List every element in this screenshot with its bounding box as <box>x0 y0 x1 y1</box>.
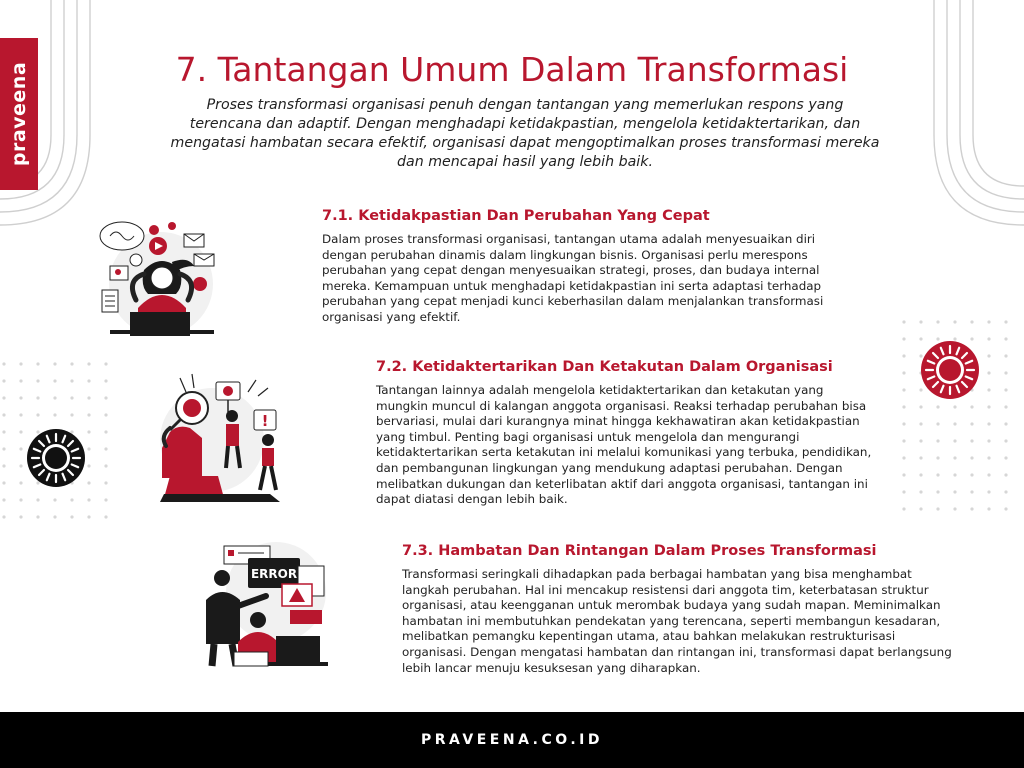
decor-dot <box>970 405 973 408</box>
decor-dot <box>919 507 922 510</box>
sun-ring-black <box>26 428 86 488</box>
decor-dot <box>953 473 956 476</box>
decor-dot <box>70 396 73 399</box>
decor-dot <box>902 405 905 408</box>
decor-dot <box>104 362 107 365</box>
decor-dot <box>36 396 39 399</box>
decor-dot <box>1004 507 1007 510</box>
footer-website: PRAVEENA.CO.ID <box>420 732 604 748</box>
decor-dot <box>987 320 990 323</box>
decor-dot <box>970 439 973 442</box>
decor-dot <box>919 422 922 425</box>
decor-dot <box>36 413 39 416</box>
decor-dot <box>19 379 22 382</box>
decor-dot <box>953 507 956 510</box>
decor-dot <box>1004 320 1007 323</box>
decor-dot <box>902 337 905 340</box>
decor-dot <box>19 430 22 433</box>
section-heading: 7.1. Ketidakpastian Dan Perubahan Yang Cepat <box>322 208 710 224</box>
decor-dot <box>70 379 73 382</box>
decor-dot <box>987 354 990 357</box>
decor-dot <box>19 481 22 484</box>
decor-dot <box>19 396 22 399</box>
decor-dot <box>919 456 922 459</box>
decor-dot <box>1004 371 1007 374</box>
decor-dot <box>19 515 22 518</box>
decor-dot <box>953 439 956 442</box>
decor-dot <box>104 515 107 518</box>
decor-dot <box>987 405 990 408</box>
decor-dot <box>87 413 90 416</box>
decor-dot <box>936 405 939 408</box>
decor-dot <box>987 473 990 476</box>
decor-dot <box>953 456 956 459</box>
decor-dot <box>987 439 990 442</box>
sun-ring-red <box>920 340 980 400</box>
decor-dot <box>53 515 56 518</box>
decor-dot <box>953 490 956 493</box>
decor-dot <box>87 481 90 484</box>
decor-dot <box>70 498 73 501</box>
illustration-obstacles <box>198 540 338 668</box>
decor-dot <box>970 422 973 425</box>
decor-dot <box>19 447 22 450</box>
decor-dot <box>2 498 5 501</box>
decor-dot <box>970 456 973 459</box>
decor-dot <box>902 422 905 425</box>
decor-dot <box>87 515 90 518</box>
decor-dot <box>104 481 107 484</box>
footer-bar <box>0 712 1024 768</box>
section-7-1 <box>322 208 862 326</box>
decor-dot <box>87 379 90 382</box>
decor-dot <box>936 507 939 510</box>
section-body: Transformasi seringkali dihadapkan pada berbagai hambatan yang bisa menghambat langkah perubahan. Hal ini mencakup resistensi dari anggota tim, keterbatasan struktur organisasi, atau keengganan untuk merombak budaya yang sudah mapan. Meminimalkan hambatan ini membutuhkan pendekatan yang terencana, seperti membangun kesadaran, melibatkan pemangku kepentingan utama, atau bahkan melakukan restrukturisasi organisasi. Dengan mengatasi hambatan dan rintangan ini, transformasi dapat berlangsung lebih lancar menuju kesuksesan yang diharapkan. <box>402 567 952 675</box>
decor-dot <box>2 481 5 484</box>
decor-dot <box>987 507 990 510</box>
decor-dot <box>919 473 922 476</box>
section-heading: 7.3. Hambatan Dan Rintangan Dalam Proses Transformasi <box>402 543 877 559</box>
decor-dot <box>1004 439 1007 442</box>
decor-dot <box>919 490 922 493</box>
illustration-fear <box>156 372 291 507</box>
decor-dot <box>970 473 973 476</box>
decor-dot <box>36 379 39 382</box>
section-7-3 <box>402 543 958 676</box>
decor-dot <box>70 413 73 416</box>
decor-dot <box>987 422 990 425</box>
decor-dot <box>19 498 22 501</box>
decor-dot <box>902 490 905 493</box>
decor-dot <box>1004 354 1007 357</box>
decor-dot <box>1004 337 1007 340</box>
decor-dot <box>2 413 5 416</box>
decor-dot <box>936 490 939 493</box>
decor-dot <box>1004 405 1007 408</box>
decor-dot <box>1004 473 1007 476</box>
decor-dot <box>87 362 90 365</box>
decor-dot <box>936 320 939 323</box>
decor-dot <box>2 447 5 450</box>
decor-dot <box>19 464 22 467</box>
decor-dot <box>970 320 973 323</box>
decor-dot <box>2 396 5 399</box>
decor-dot <box>53 362 56 365</box>
decor-dot <box>987 490 990 493</box>
decor-dot <box>936 439 939 442</box>
decor-dot <box>1004 388 1007 391</box>
decor-dot <box>53 379 56 382</box>
decor-dot <box>919 320 922 323</box>
decor-dot <box>936 422 939 425</box>
decor-dot <box>1004 456 1007 459</box>
decor-dot <box>902 388 905 391</box>
decor-dot <box>36 498 39 501</box>
decor-dot <box>104 430 107 433</box>
decor-dot <box>104 464 107 467</box>
decor-dot <box>2 362 5 365</box>
section-body: Dalam proses transformasi organisasi, tantangan utama adalah menyesuaikan diri dengan perubahan dinamis dalam lingkungan bisnis. Organisasi perlu merespons perubahan yang cepat dengan menyesuaikan strategi, proses, dan budaya internal mereka. Kemampuan untuk menghadapi ketidakpastian ini serta adaptasi terhadap perubahan yang cepat menjadi kunci keberhasilan dalam menjalankan transformasi organisasi yang efektif. <box>322 232 824 324</box>
decor-dot <box>104 498 107 501</box>
decor-dot <box>2 430 5 433</box>
decor-dot <box>953 422 956 425</box>
decor-dot <box>902 320 905 323</box>
decor-dot <box>87 396 90 399</box>
decor-dot <box>902 456 905 459</box>
svg-text:!: ! <box>261 412 269 430</box>
decor-dot <box>1004 422 1007 425</box>
decor-dot <box>36 515 39 518</box>
decor-dot <box>970 507 973 510</box>
decor-dot <box>919 405 922 408</box>
decor-dot <box>53 396 56 399</box>
decor-dot <box>70 515 73 518</box>
decor-dot <box>987 337 990 340</box>
decor-dot <box>902 371 905 374</box>
decor-dot <box>936 456 939 459</box>
decor-dot <box>87 464 90 467</box>
decor-dot <box>902 473 905 476</box>
decor-dot <box>987 456 990 459</box>
decor-dot <box>19 413 22 416</box>
decor-dot <box>53 413 56 416</box>
decor-dot <box>919 439 922 442</box>
decor-dot <box>902 507 905 510</box>
decor-dot <box>2 379 5 382</box>
decor-dot <box>902 439 905 442</box>
decor-dot <box>1004 490 1007 493</box>
decor-dot <box>87 447 90 450</box>
decor-dot <box>87 498 90 501</box>
decor-dot <box>987 388 990 391</box>
decor-dot <box>953 320 956 323</box>
decor-dot <box>70 362 73 365</box>
decor-dot <box>87 430 90 433</box>
decor-dot <box>36 362 39 365</box>
error-screen-label: ERROR <box>250 567 298 581</box>
decor-dot <box>19 362 22 365</box>
decor-dot <box>104 396 107 399</box>
decor-dot <box>970 490 973 493</box>
decor-dot <box>953 405 956 408</box>
section-body: Tantangan lainnya adalah mengelola ketidaktertarikan dan ketakutan yang mungkin muncul di kalangan anggota organisasi. Reaksi terhadap perubahan bisa bervariasi, mulai dari kurangnya minat hingga kekhawatiran akan ketidakpastian yang timbul. Penting bagi organisasi untuk mengelola dan mengurangi ketidaktertarikan serta ketakutan ini melalui komunikasi yang terbuka, pendidikan, dan pembangunan lingkungan yang mendukung adaptasi perubahan. Dengan melibatkan dukungan dan keterlibatan aktif dari anggota organisasi, tantangan ini dapat diatasi dengan lebih baik. <box>376 383 872 507</box>
decor-dot <box>987 371 990 374</box>
decor-dot <box>902 354 905 357</box>
intro-paragraph: Proses transformasi organisasi penuh dengan tantangan yang memerlukan respons yang terencana dan adaptif. Dengan menghadapi ketidakpastian, mengelola ketidaktertarikan, dan mengatasi hambatan secara efektif, organisasi dapat mengoptimalkan proses transformasi mereka dan mencapai hasil yang lebih baik. <box>170 97 880 170</box>
decor-dot <box>104 379 107 382</box>
brand-logo-text: praveena <box>8 61 30 167</box>
decor-dot <box>2 464 5 467</box>
decor-dot <box>53 498 56 501</box>
decor-dot <box>104 413 107 416</box>
decor-dot <box>936 473 939 476</box>
decor-dot <box>104 447 107 450</box>
page-title: 7. Tantangan Umum Dalam Transformasi <box>175 50 849 89</box>
illustration-uncertainty <box>96 212 226 338</box>
section-heading: 7.2. Ketidaktertarikan Dan Ketakutan Dalam Organisasi <box>376 359 833 375</box>
decorative-arcs-right <box>884 0 1024 230</box>
decor-dot <box>2 515 5 518</box>
section-7-2 <box>376 359 872 508</box>
